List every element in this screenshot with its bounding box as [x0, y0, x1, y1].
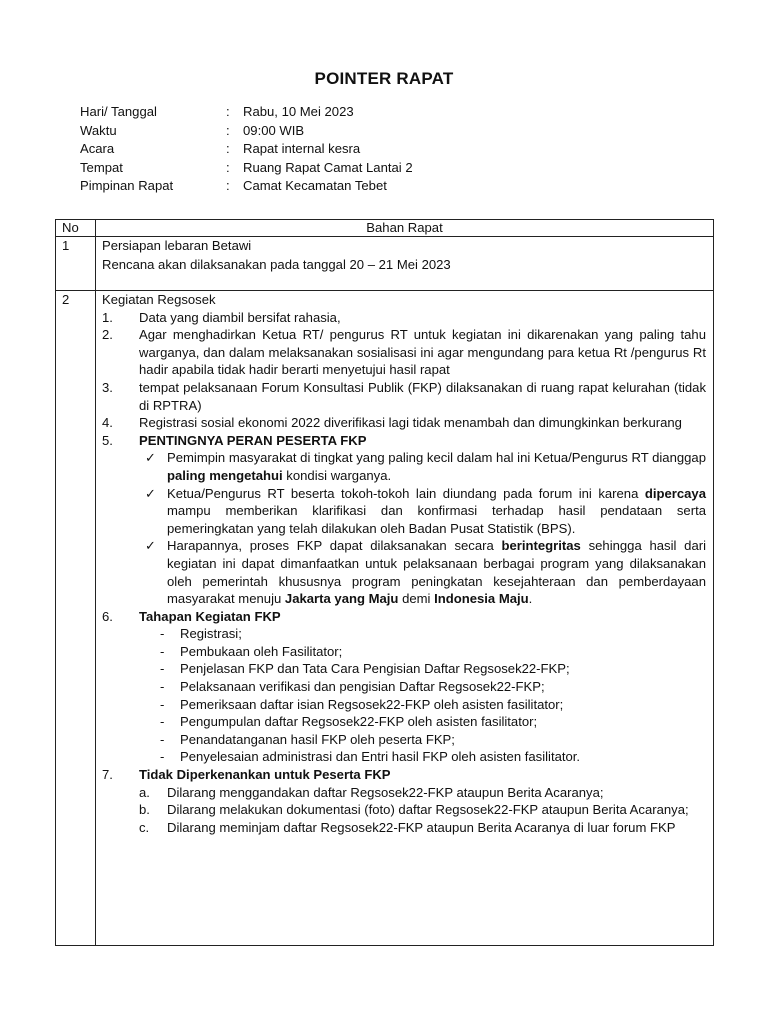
step-text: Penyelesaian administrasi dan Entri hasil FKP oleh asisten fasilitator.	[180, 749, 581, 765]
page-title: POINTER RAPAT	[314, 69, 454, 88]
column-header-bahan: Bahan Rapat	[366, 220, 443, 235]
text-run-bold: dipercaya	[644, 485, 706, 501]
agenda-table	[55, 219, 714, 946]
meta-value: Rabu, 10 Mei 2023	[243, 104, 354, 119]
dash-item	[102, 625, 706, 643]
dash-marker: -	[160, 643, 165, 659]
meta-value: Rapat internal kesra	[243, 141, 361, 156]
step-text: Penjelasan FKP dan Tata Cara Pengisian Daftar Regsosek22-FKP;	[180, 661, 570, 677]
meta-row-place	[80, 159, 413, 178]
meta-colon: :	[226, 104, 230, 119]
row-1-line: Rencana akan dilaksanakan pada tanggal 20 – 21 Mei 2023	[102, 256, 451, 272]
check-icon: ✓	[145, 450, 156, 466]
item-text: Data yang diambil bersifat rahasia,	[139, 309, 341, 325]
item-title: PENTINGNYA PERAN PESERTA FKP	[139, 432, 367, 448]
dash-item	[102, 748, 706, 766]
row-2-content	[102, 291, 706, 836]
check-text	[167, 485, 706, 538]
meta-label: Waktu	[80, 122, 117, 138]
column-header-no: No	[62, 220, 79, 235]
item-number: 5.	[102, 432, 113, 448]
item-title: Tahapan Kegiatan FKP	[139, 608, 281, 624]
text-run: demi	[398, 591, 435, 607]
meta-colon: :	[226, 178, 230, 193]
text-run-bold: paling mengetahui	[167, 467, 283, 483]
meta-value: Ruang Rapat Camat Lantai 2	[243, 159, 413, 175]
text-run: kondisi warganya.	[282, 467, 392, 483]
numbered-item	[102, 432, 706, 450]
check-text	[167, 537, 706, 607]
row-1-line: Persiapan lebaran Betawi	[102, 238, 252, 253]
dash-marker: -	[160, 661, 165, 677]
text-run-bold: Indonesia Maju	[434, 591, 529, 607]
text-run: .	[528, 591, 533, 607]
item-text: tempat pelaksanaan Forum Konsultasi Publik (FKP) dilaksanakan di ruang rapat kelurahan (tidak di RPTRA)	[139, 379, 706, 413]
meeting-info	[80, 103, 413, 196]
meta-colon: :	[226, 141, 230, 156]
dash-item	[102, 678, 706, 696]
step-text: Registrasi;	[180, 626, 242, 642]
row-number: 2	[62, 292, 70, 307]
item-heading	[139, 608, 706, 626]
text-run: mampu memberikan klarifikasi dan konfirmasi terhadap hasil pendataan serta pemeringkatan yang telah dilakukan oleh Badan Pusat Statistik (BPS).	[167, 503, 706, 536]
lettered-item	[102, 819, 706, 837]
dash-marker: -	[160, 714, 165, 730]
row-number: 1	[62, 238, 70, 253]
item-text: Registrasi sosial ekonomi 2022 diverifikasi lagi tidak menambah dan dimungkinkan berkurang	[139, 415, 682, 431]
dash-item	[102, 731, 706, 749]
step-text: Pengumpulan daftar Regsosek22-FKP oleh asisten fasilitator;	[180, 714, 538, 730]
lettered-item	[102, 801, 706, 819]
rule-text: Dilarang meminjam daftar Regsosek22-FKP ataupun Berita Acaranya di luar forum FKP	[167, 819, 676, 835]
dash-marker: -	[160, 749, 165, 765]
meta-row-time	[80, 122, 413, 141]
step-text: Pembukaan oleh Fasilitator;	[180, 643, 343, 659]
step-text: Penandatanganan hasil FKP oleh peserta FKP;	[180, 731, 455, 747]
rule-text: Dilarang melakukan dokumentasi (foto) daftar Regsosek22-FKP ataupun Berita Acaranya;	[167, 802, 689, 818]
text-run: Ketua/Pengurus RT beserta tokoh-tokoh lain diundang pada forum ini karena	[167, 485, 645, 501]
check-item	[102, 485, 706, 538]
lettered-item	[102, 784, 706, 802]
dash-marker: -	[160, 731, 165, 747]
text-run: Harapannya, proses FKP dapat dilaksanakan secara	[167, 538, 502, 554]
dash-item	[102, 660, 706, 678]
meta-colon: :	[226, 159, 230, 175]
numbered-item	[102, 414, 706, 432]
numbered-item	[102, 379, 706, 414]
text-run: sehingga hasil dari kegiatan ini dapat dimanfaatkan untuk pelaksanaan berbagai program yang dilaksanakan oleh pemerintah khususnya program peningkatan kesejahteraan dan pemberdayaan masyarakat menuju	[167, 538, 706, 607]
dash-item	[102, 643, 706, 661]
dash-marker: -	[160, 679, 165, 695]
dash-marker: -	[160, 626, 165, 642]
item-title: Tidak Diperkenankan untuk Peserta FKP	[139, 767, 391, 783]
meta-row-date	[80, 103, 413, 122]
item-letter: c.	[139, 819, 150, 835]
step-text: Pelaksanaan verifikasi dan pengisian Daftar Regsosek22-FKP;	[180, 679, 545, 695]
check-icon: ✓	[145, 485, 156, 501]
step-text: Pemeriksaan daftar isian Regsosek22-FKP oleh asisten fasilitator;	[180, 696, 564, 712]
dash-item	[102, 696, 706, 714]
meta-colon: :	[226, 122, 230, 138]
check-icon: ✓	[145, 538, 156, 554]
text-run-bold: Jakarta yang Maju	[284, 591, 399, 607]
item-number: 3.	[102, 379, 113, 395]
item-number: 6.	[102, 608, 113, 624]
item-number: 2.	[102, 327, 113, 343]
text-run: Pemimpin masyarakat di tingkat yang paling kecil dalam hal ini Ketua/Pengurus RT dianggap	[167, 450, 706, 466]
meta-label: Tempat	[80, 159, 123, 175]
text-run-bold: berintegritas	[501, 538, 581, 554]
numbered-item	[102, 766, 706, 784]
meta-value: 09:00 WIB	[243, 122, 305, 138]
item-number: 4.	[102, 415, 113, 431]
numbered-item	[102, 326, 706, 379]
meta-label: Acara	[80, 141, 115, 156]
meta-row-agenda	[80, 140, 413, 159]
item-letter: b.	[139, 802, 150, 818]
dash-marker: -	[160, 696, 165, 712]
meta-row-chair	[80, 177, 413, 196]
item-number: 7.	[102, 767, 113, 783]
meta-label: Pimpinan Rapat	[80, 178, 174, 193]
numbered-item	[102, 309, 706, 327]
check-item	[102, 537, 706, 607]
meta-value: Camat Kecamatan Tebet	[243, 178, 387, 193]
rule-text: Dilarang menggandakan daftar Regsosek22-FKP ataupun Berita Acaranya;	[167, 784, 604, 800]
column-divider	[95, 220, 96, 945]
row-1-content	[102, 237, 706, 273]
dash-item	[102, 713, 706, 731]
item-text: Agar menghadirkan Ketua RT/ pengurus RT untuk kegiatan ini dikarenakan yang paling tahu warganya, dan dalam melaksanakan sosialisasi ini agar mengundang para ketua Rt /pengurus Rt hadir apabila tidak hadir berarti menyetujui hasil rapat	[139, 327, 706, 378]
meta-label: Hari/ Tanggal	[80, 104, 157, 119]
numbered-item	[102, 608, 706, 626]
item-number: 1.	[102, 309, 113, 325]
check-item	[102, 449, 706, 484]
check-text	[167, 449, 706, 484]
item-letter: a.	[139, 784, 150, 800]
item-heading	[139, 766, 706, 784]
row-2-heading: Kegiatan Regsosek	[102, 292, 216, 307]
item-heading	[139, 432, 706, 450]
